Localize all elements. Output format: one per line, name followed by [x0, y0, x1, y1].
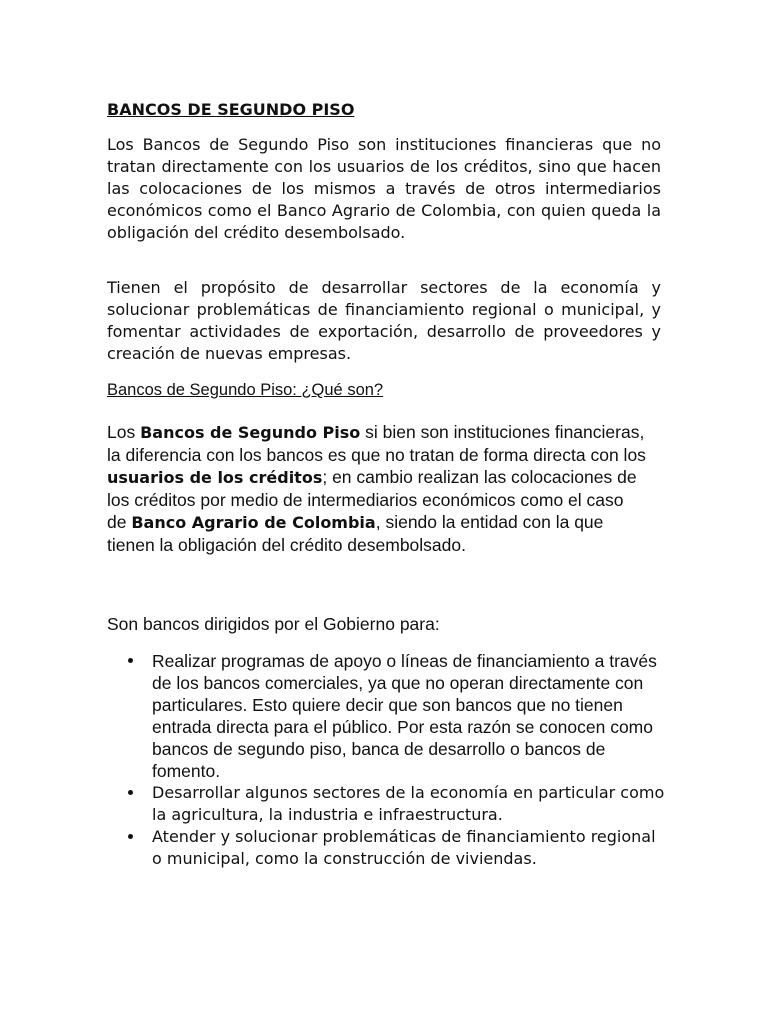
paragraph-definition: Los Bancos de Segundo Piso son instituciones financieras que no tratan directamente con los usuarios de los créditos, sino que hacen las colocaciones de los mismos a través de otros intermediarios económicos como el Banco Agrario de Colombia, con quien queda la obligación del crédito desembolsado. — [107, 135, 661, 242]
purpose-list — [107, 650, 667, 870]
list-item — [107, 782, 667, 826]
explanation-bold-3: Banco Agrario de Colombia — [131, 513, 376, 532]
paragraph-purpose: Tienen el propósito de desarrollar sectores de la economía y solucionar problemáticas de financiamiento regional o municipal, y fomentar actividades de exportación, desarrollo de proveedores y creación de nuevas empresas. — [107, 278, 661, 363]
explanation-text-4: , siendo la entidad con la que tienen la obligación del crédito desembolsado. — [107, 512, 604, 555]
list-item — [107, 826, 667, 870]
section-subheading: Bancos de Segundo Piso: ¿Qué son? — [107, 381, 384, 399]
bullet-icon — [128, 834, 133, 839]
explanation-bold-1: Bancos de Segundo Piso — [140, 423, 361, 442]
explanation-text-2: si bien son instituciones financieras, la diferencia con los bancos es que no tratan de forma directa con los — [107, 422, 646, 465]
list-item-text: Desarrollar algunos sectores de la economía en particular como la agricultura, la industria e infraestructura. — [152, 783, 665, 824]
list-item-text: Realizar programas de apoyo o líneas de financiamiento a través de los bancos comerciales, ya que no operan directamente con particulares. Esto quiere decir que son bancos que no tienen entrada directa para el público. Por esta razón se conocen como bancos de segundo piso, banca de desarrollo o bancos de fomento. — [152, 651, 657, 781]
list-item-text: Atender y solucionar problemáticas de financiamiento regional o municipal, como la construcción de viviendas. — [152, 827, 656, 868]
paragraph-explanation — [107, 421, 647, 556]
bullet-icon — [128, 790, 133, 795]
explanation-text-3: ; en cambio realizan las colocaciones de los créditos por medio de intermediarios económicos como el caso de — [107, 467, 637, 532]
list-item — [107, 650, 667, 782]
explanation-bold-2: usuarios de los créditos — [107, 468, 323, 487]
explanation-text-1: Los — [107, 422, 141, 442]
list-lead-text: Son bancos dirigidos por el Gobierno para: — [107, 614, 440, 634]
bullet-icon — [128, 658, 133, 663]
document-title: BANCOS DE SEGUNDO PISO — [107, 100, 355, 119]
